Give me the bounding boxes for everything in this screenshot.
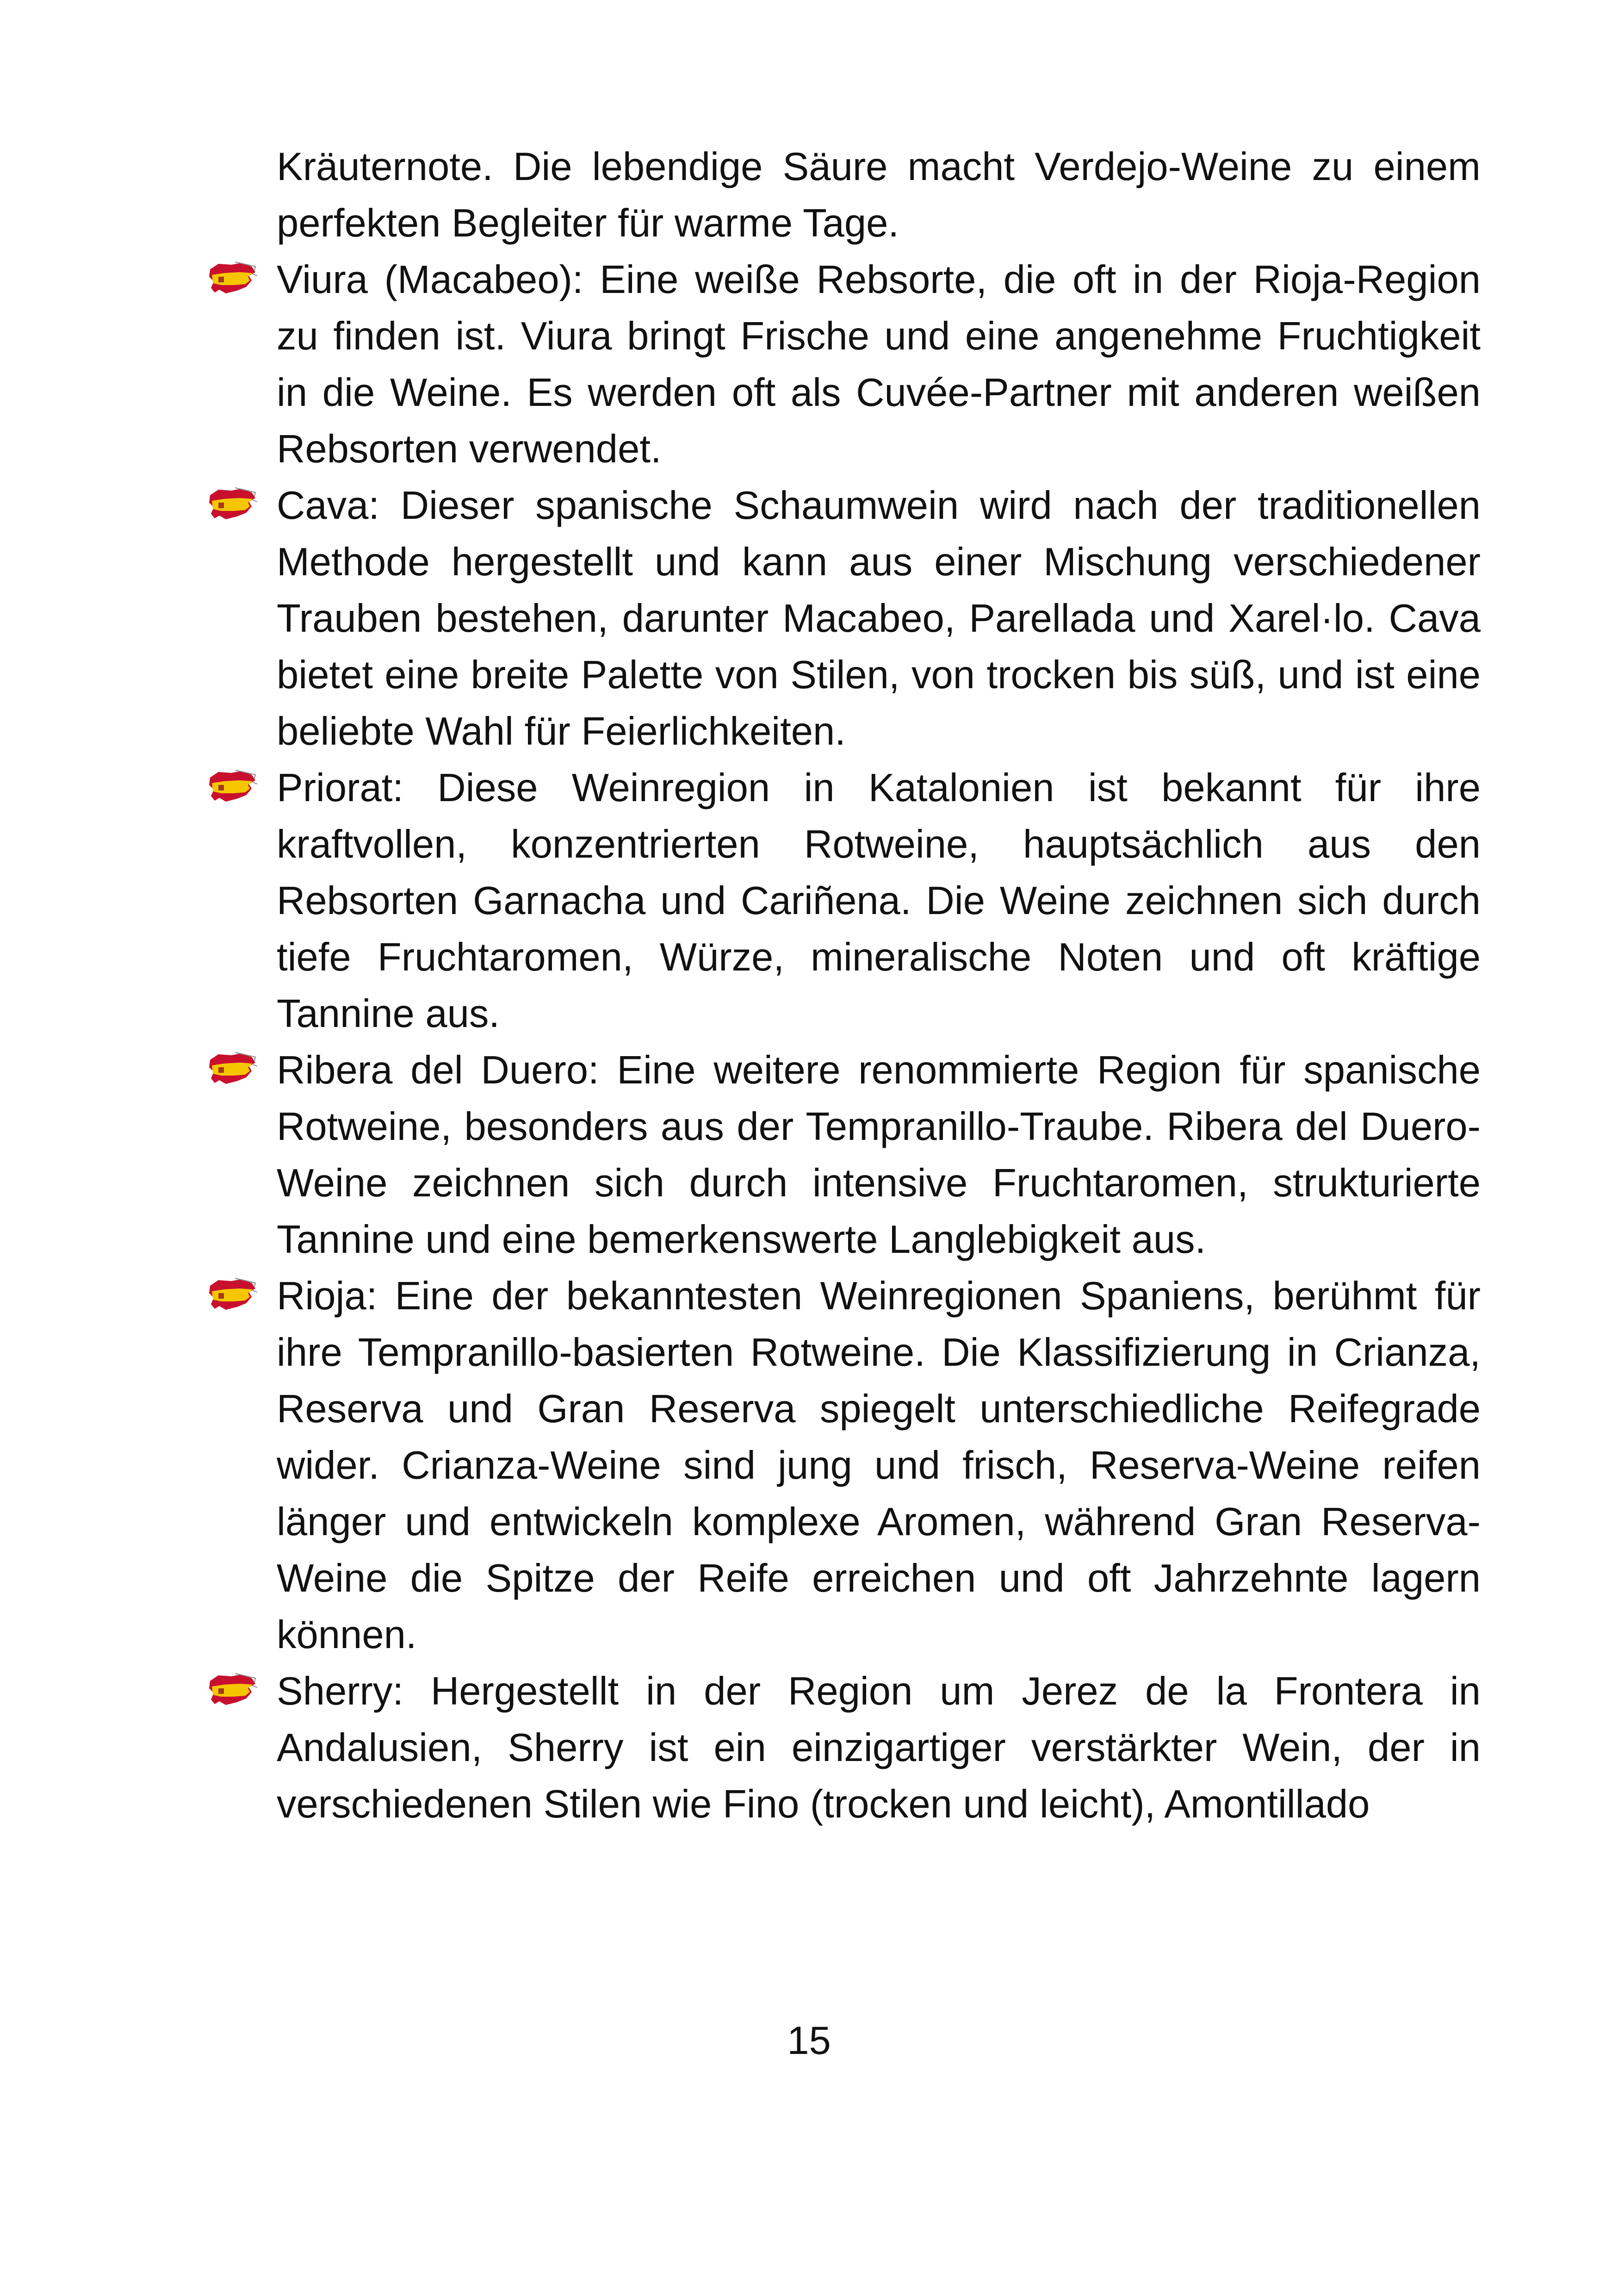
list-item-text: Ribera del Duero: Eine weitere renommierte Region für spanische Rotweine, besonders aus der Tempranillo-Traube. Ribera del Duero-Weine zeichnen sich durch intensive Fruchtaromen, strukturierte Tannine und eine bemerkenswerte Langlebigkeit aus. [277,1048,1481,1262]
list-item-text: Priorat: Diese Weinregion in Katalonien ist bekannt für ihre kraftvollen, konzentrierten Rotweine, hauptsächlich aus den Rebsorten Garnacha und Cariñena. Die Weine zeichnen sich durch tiefe Fruchtaromen, Würze, mineralische Noten und oft kräftige Tannine aus. [277,766,1481,1036]
spain-map-flag-icon [207,260,258,297]
spain-map-flag-icon [207,768,258,805]
list-item-sherry [277,1663,1481,1833]
list-item-ribera-del-duero [277,1042,1481,1268]
list-item-text: Sherry: Hergestellt in der Region um Jerez de la Frontera in Andalusien, Sherry ist ein einzigartiger verstärkter Wein, der in verschiedenen Stilen wie Fino (trocken und leicht), Amontillado [277,1669,1481,1826]
page-content [277,139,1481,1833]
intro-paragraph: Kräuternote. Die lebendige Säure macht Verdejo-Weine zu einem perfekten Begleiter für warme Tage. [277,145,1481,245]
list-item-rioja [277,1268,1481,1663]
spain-map-flag-icon [207,1051,258,1088]
spain-map-flag-icon [207,486,258,523]
list-item-text: Rioja: Eine der bekanntesten Weinregionen Spaniens, berühmt für ihre Tempranillo-basierten Rotweine. Die Klassifizierung in Crianza, Reserva und Gran Reserva spiegelt unterschiedliche Reifegrade wider. Crianza-Weine sind jung und frisch, Reserva-Weine reifen länger und entwickeln komplexe Aromen, während Gran Reserva-Weine die Spitze der Reife erreichen und oft Jahrzehnte lagern können. [277,1274,1481,1657]
spain-map-flag-icon [207,1672,258,1709]
list-item-text: Cava: Dieser spanische Schaumwein wird nach der traditionellen Methode hergestellt und kann aus einer Mischung verschiedener Trauben bestehen, darunter Macabeo, Parellada und Xarel·lo. Cava bietet eine breite Palette von Stilen, von trocken bis süß, und ist eine beliebte Wahl für Feierlichkeiten. [277,484,1481,753]
list-item-cava [277,478,1481,760]
list-item-priorat [277,760,1481,1042]
spain-map-flag-icon [207,1276,258,1313]
page-number: 15 [787,2019,831,2063]
list-item-viura [277,252,1481,478]
list-item-text: Viura (Macabeo): Eine weiße Rebsorte, die oft in der Rioja-Region zu finden ist. Viura bringt Frische und eine angenehme Fruchtigkeit in die Weine. Es werden oft als Cuvée-Partner mit anderen weißen Rebsorten verwendet. [277,258,1481,471]
